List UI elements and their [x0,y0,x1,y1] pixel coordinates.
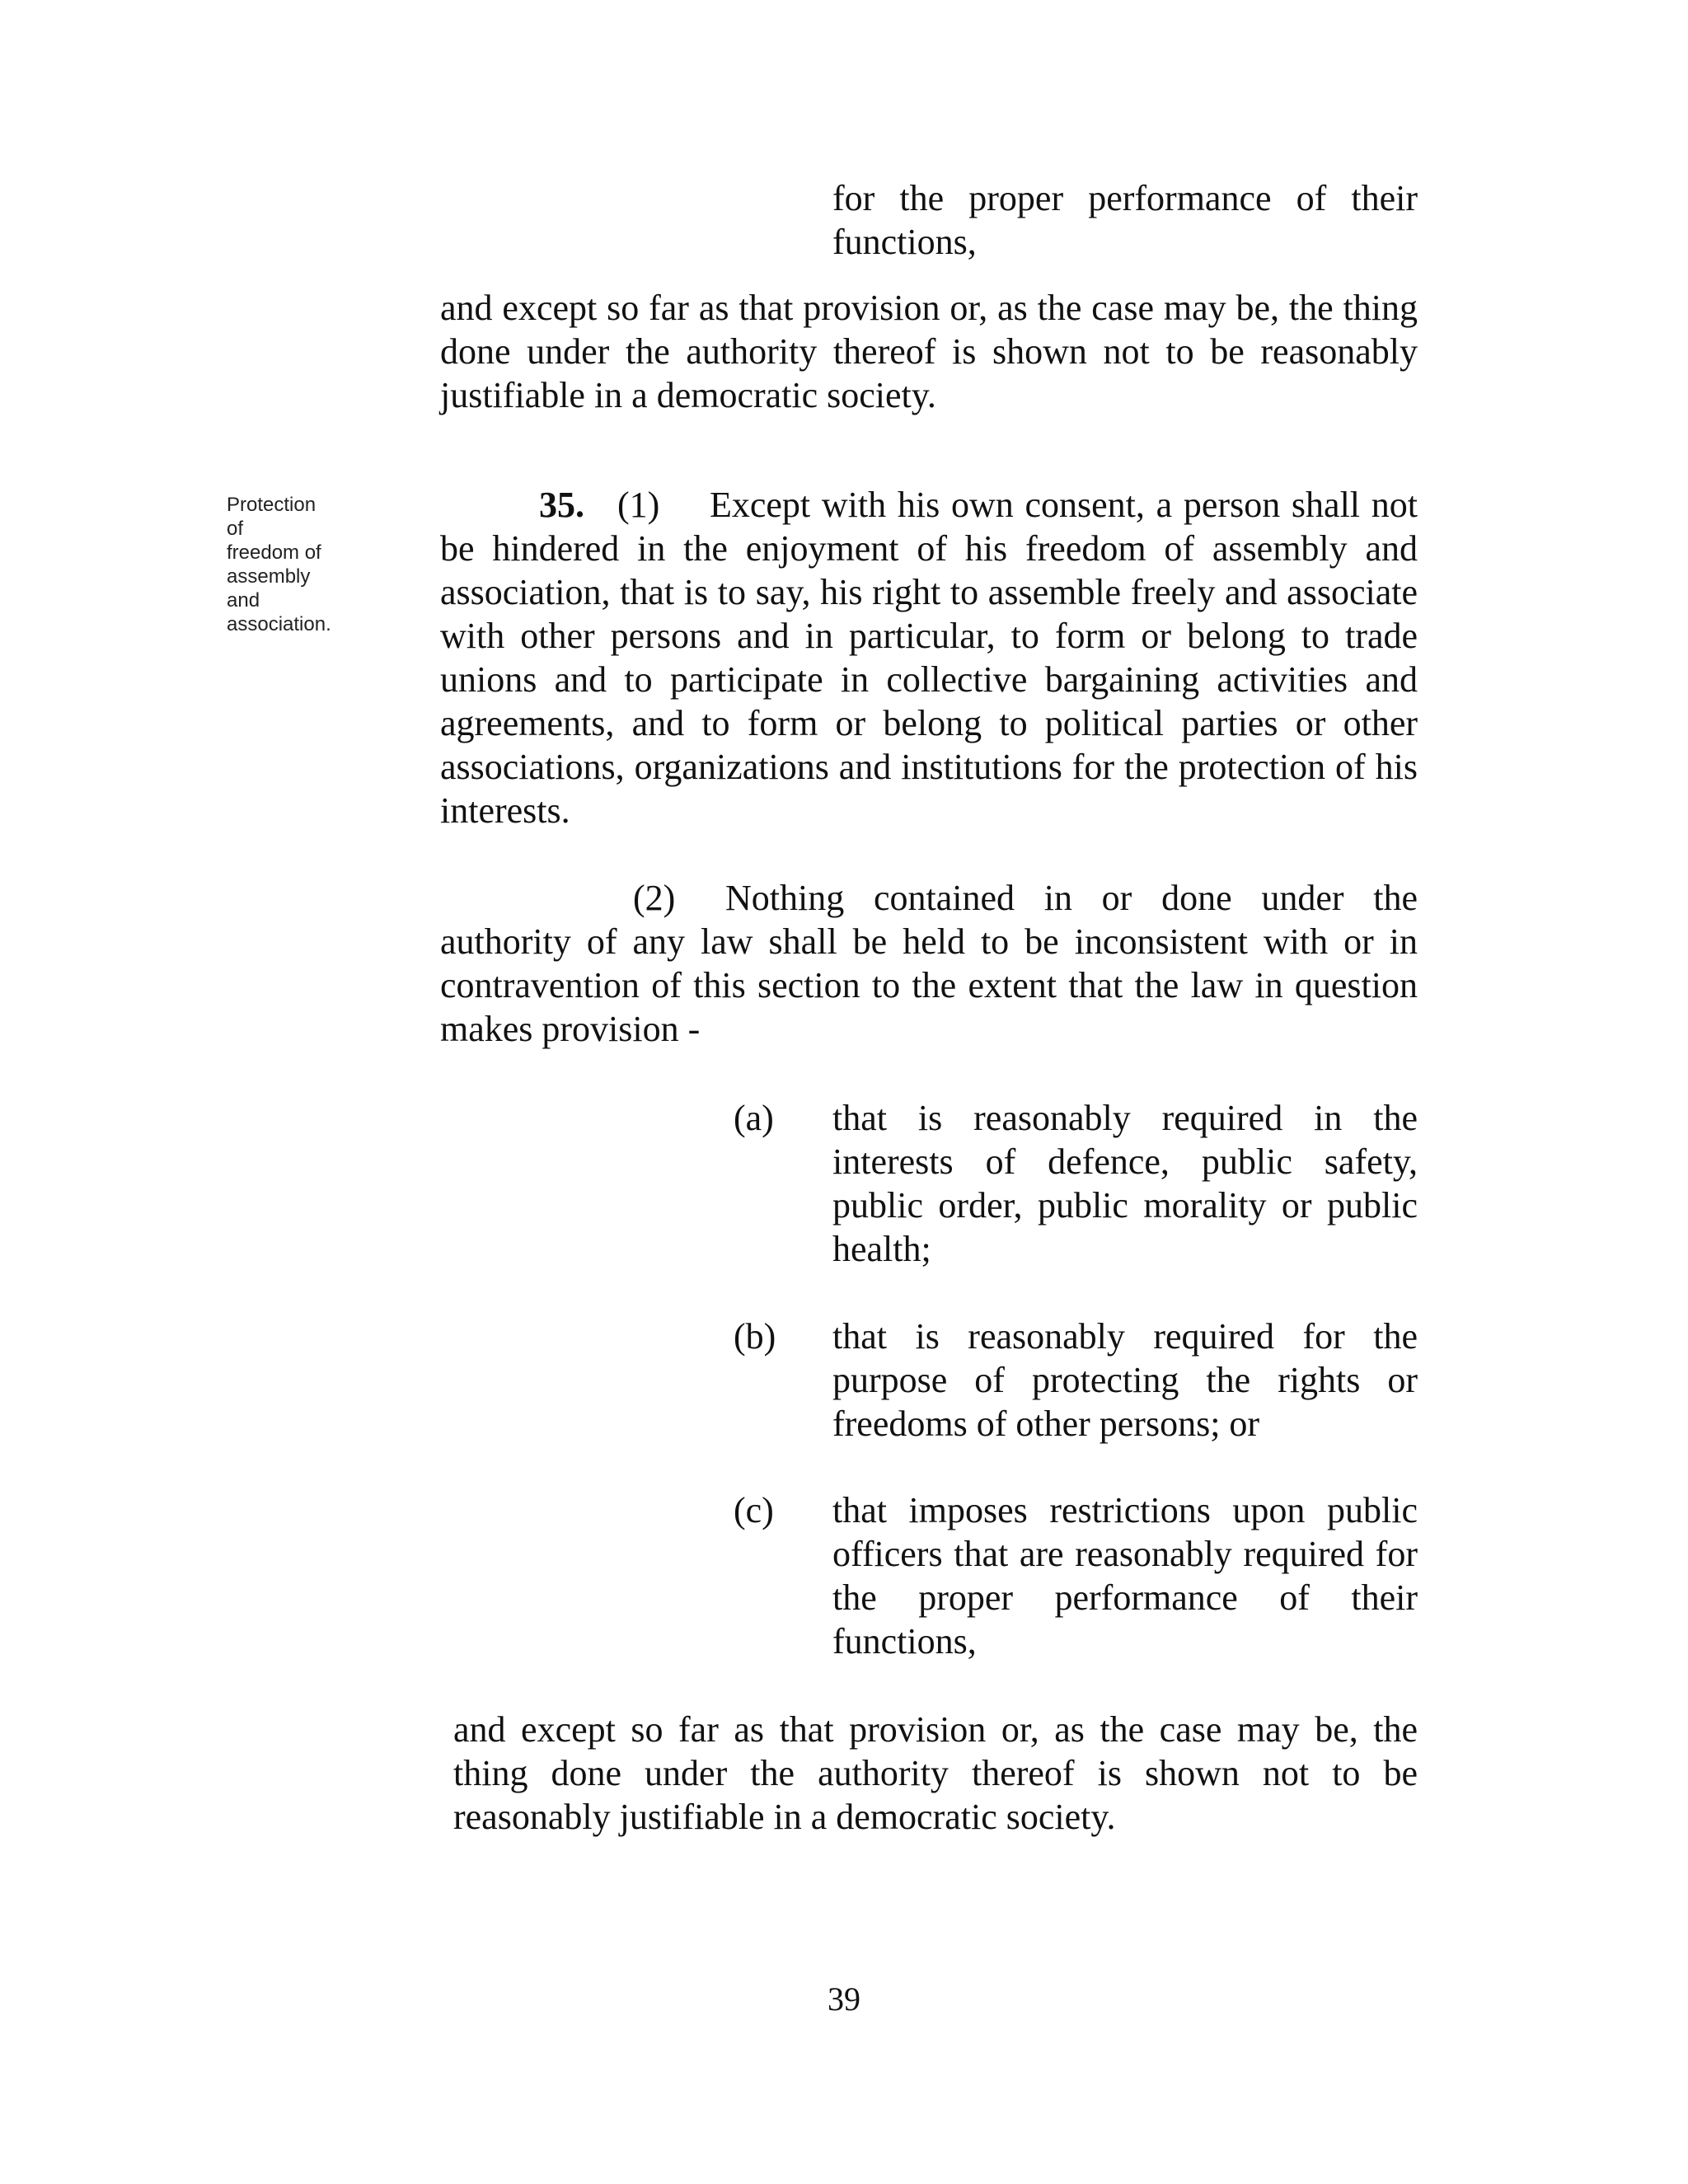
carryover-item-text: for the proper performance of their functions, [832,178,1418,262]
section-35-subsection-1 [440,483,1418,832]
carryover-closing-paragraph: and except so far as that provision or, as the case may be, the thing done under the authority thereof is shown not to be reasonably justifiable in a democratic society. [440,288,1418,415]
margin-note-line: assembly [227,565,311,588]
section-number: 35. [539,485,584,525]
item-label-b: (b) [734,1316,776,1357]
margin-note-line: freedom of [227,541,321,564]
margin-note-line: association. [227,613,331,635]
item-label-c: (c) [734,1490,774,1530]
item-text-a: that is reasonably required in the interests of defence, public safety, public order, public morality or public health; [832,1098,1418,1269]
subsection-text: Except with his own consent, a person shall not be hindered in the enjoyment of his freedom of assembly and association, that is to say, his right to assemble freely and associate with other persons and in particular, to form or belong to trade unions and to participate in collective bargaining activities and agreements, and to form or belong to political parties or other associations, organizations and institutions for the protection of his interests. [440,485,1418,831]
section-closing-paragraph: and except so far as that provision or, as the case may be, the thing done under the authority thereof is shown not to be reasonably justifiable in a democratic society. [453,1709,1418,1837]
subsection-number: (2) [633,878,676,918]
item-text-c: that imposes restrictions upon public officers that are reasonably required for the proper performance of their functions, [832,1490,1418,1661]
margin-note [227,493,342,636]
page-number: 39 [828,1980,860,2018]
margin-note-line: of [227,518,244,540]
subsection-number: (1) [617,485,660,525]
subsection-text: Nothing contained in or done under the authority of any law shall be held to be inconsistent with or in contravention of this section to the extent that the law in question makes provision - [440,878,1418,1049]
item-text-b: that is reasonably required for the purpose of protecting the rights or freedoms of other persons; or [832,1316,1418,1444]
margin-note-line: and [227,589,260,612]
margin-note-line: Protection [227,494,316,516]
item-label-a: (a) [734,1098,774,1138]
section-35-subsection-2 [440,876,1418,1051]
